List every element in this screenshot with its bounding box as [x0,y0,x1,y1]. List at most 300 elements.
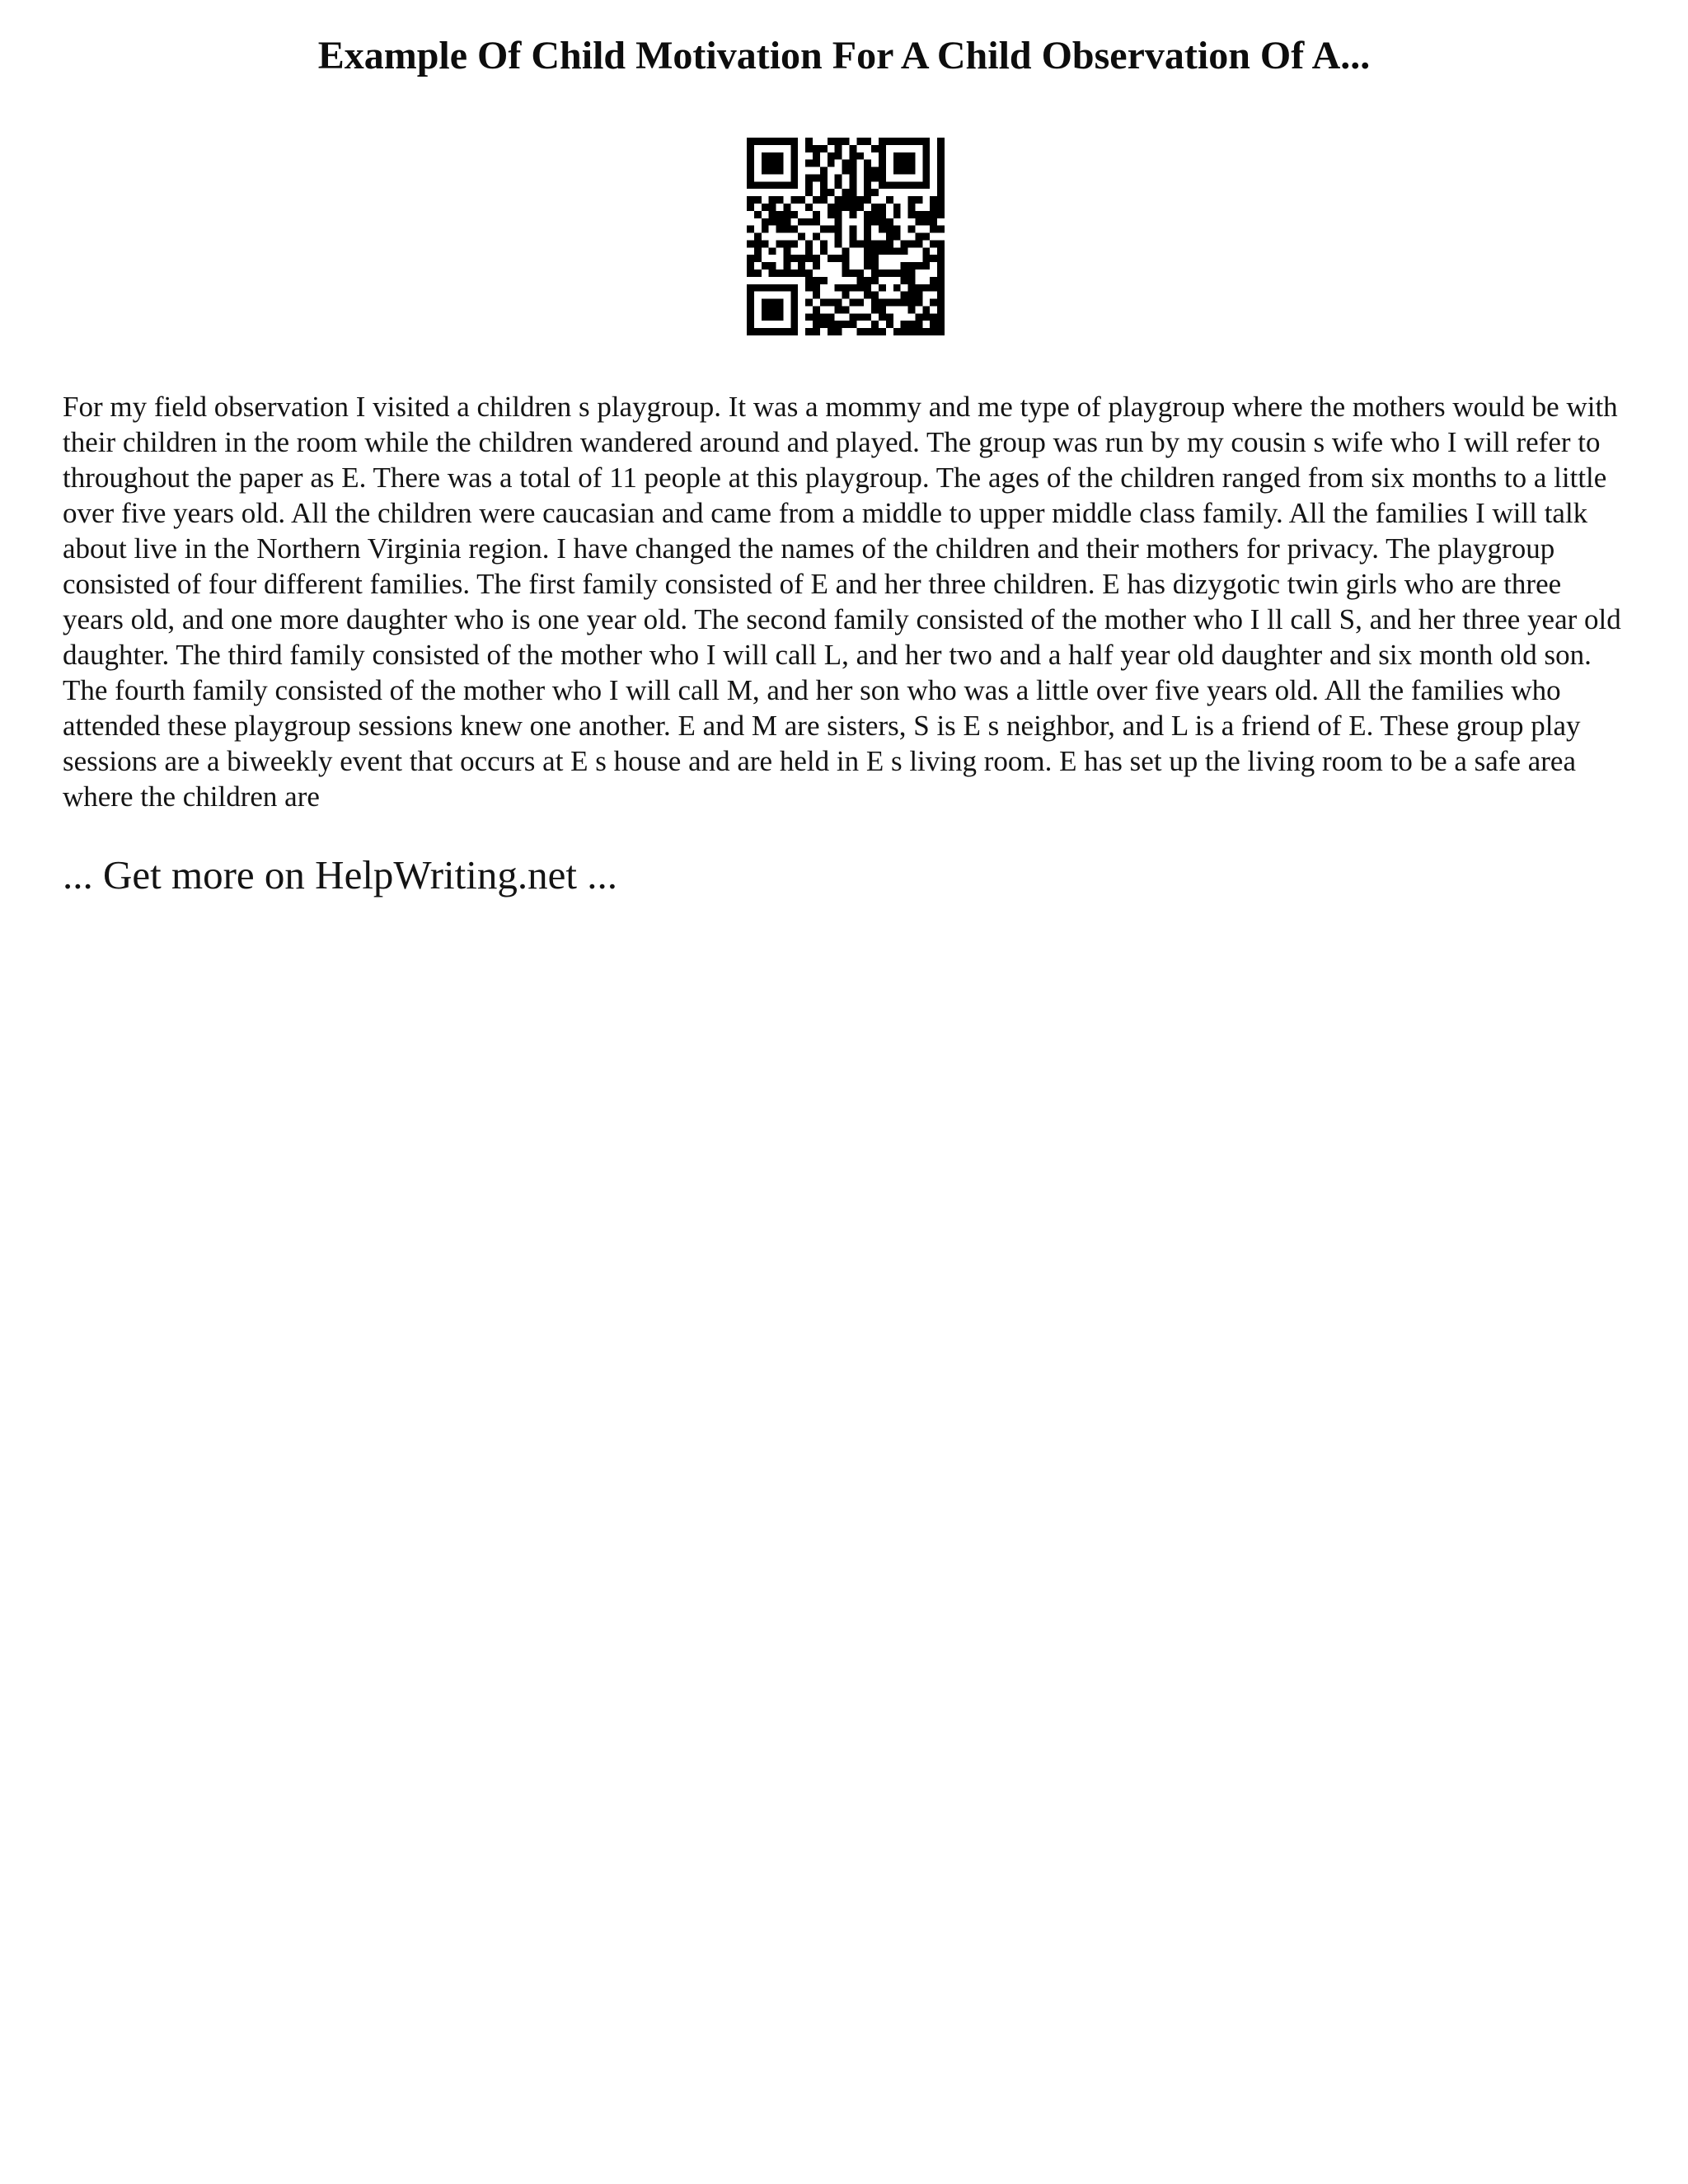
qr-module [790,167,798,175]
qr-module [901,240,908,247]
qr-module [849,321,856,328]
qr-module [805,160,813,167]
qr-module [762,152,769,160]
qr-module [937,160,945,167]
qr-module [879,204,886,211]
qr-module [864,262,871,269]
qr-module [849,181,856,189]
qr-module [901,277,908,284]
qr-module [813,313,820,321]
qr-module [930,284,937,292]
qr-module [937,313,945,321]
qr-module [805,174,813,181]
qr-module [879,167,886,175]
qr-module [842,167,850,175]
qr-module [856,299,864,307]
qr-module [820,240,828,247]
qr-module [813,321,820,328]
qr-module [871,277,879,284]
qr-module [820,145,828,152]
qr-module [783,204,790,211]
get-more-link[interactable]: ... Get more on HelpWriting.net ... [63,852,617,898]
qr-module [849,167,856,175]
qr-module [747,167,754,175]
qr-module [842,284,850,292]
qr-module [908,321,916,328]
qr-module [805,284,813,292]
qr-module [922,181,930,189]
qr-module [805,269,813,277]
qr-module [783,269,790,277]
qr-module [849,174,856,181]
qr-module [805,145,813,152]
qr-module [790,292,798,299]
qr-module [747,152,754,160]
qr-module [790,299,798,307]
qr-module [893,328,901,335]
qr-module [835,299,842,307]
qr-module [769,247,776,255]
qr-module [769,306,776,313]
qr-module [747,226,754,233]
qr-module [937,269,945,277]
qr-module [849,189,856,196]
qr-module [835,321,842,328]
qr-module [901,138,908,145]
qr-module [828,204,835,211]
qr-module [915,196,922,204]
qr-module [922,247,930,255]
qr-module [901,269,908,277]
qr-module [790,196,798,204]
qr-module [805,247,813,255]
qr-module [762,328,769,335]
qr-module [769,138,776,145]
qr-module [886,233,893,241]
qr-module [879,138,886,145]
qr-module [908,284,916,292]
qr-module [790,145,798,152]
qr-module [908,152,916,160]
qr-module [754,255,762,262]
qr-module [930,321,937,328]
qr-module [893,160,901,167]
qr-module [908,196,916,204]
qr-module [901,321,908,328]
qr-module [871,204,879,211]
qr-module [849,233,856,241]
qr-module [835,226,842,233]
qr-module [937,174,945,181]
qr-module [922,160,930,167]
qr-module [842,196,850,204]
qr-module [747,181,754,189]
qr-module [842,247,850,255]
qr-module [922,145,930,152]
qr-module [842,292,850,299]
qr-module [856,269,864,277]
qr-module [762,226,769,233]
qr-module [879,160,886,167]
qr-module [893,152,901,160]
qr-module [813,152,820,160]
qr-module [769,218,776,226]
qr-module [835,145,842,152]
qr-module [790,226,798,233]
qr-module [776,313,784,321]
qr-module [864,284,871,292]
qr-module [747,299,754,307]
qr-module [922,138,930,145]
qr-module [893,247,901,255]
qr-module [915,313,922,321]
qr-module [828,160,835,167]
qr-module [930,211,937,218]
qr-module [849,240,856,247]
qr-module [842,189,850,196]
qr-module [747,269,754,277]
qr-module [886,240,893,247]
qr-module [747,240,754,247]
qr-module [922,167,930,175]
qr-module [864,174,871,181]
qr-module [908,277,916,284]
qr-module [776,196,784,204]
qr-module [893,284,901,292]
qr-module [849,204,856,211]
qr-module [915,321,922,328]
qr-module [805,138,813,145]
qr-module [798,218,805,226]
qr-module [937,189,945,196]
qr-module [893,269,901,277]
qr-module [790,211,798,218]
qr-module [820,189,828,196]
qr-module [864,247,871,255]
qr-module [856,284,864,292]
qr-module [908,306,916,313]
qr-module [871,321,879,328]
qr-module [901,181,908,189]
qr-module [783,240,790,247]
qr-module [842,262,850,269]
qr-module [790,328,798,335]
qr-module [922,233,930,241]
qr-module [754,240,762,247]
qr-module [908,211,916,218]
qr-module [893,204,901,211]
qr-module [762,138,769,145]
qr-module [762,160,769,167]
qr-module [915,181,922,189]
qr-module [849,299,856,307]
qr-module [901,160,908,167]
qr-module [820,313,828,321]
qr-module [908,328,916,335]
qr-module [886,226,893,233]
qr-module [790,284,798,292]
qr-module [864,255,871,262]
qr-module [915,292,922,299]
qr-module [879,306,886,313]
qr-module [813,292,820,299]
qr-module [886,313,893,321]
qr-module [842,321,850,328]
qr-module [835,181,842,189]
qr-module [747,262,754,269]
qr-module [864,138,871,145]
qr-module [856,204,864,211]
qr-module [930,196,937,204]
qr-module [754,328,762,335]
qr-module [901,262,908,269]
qr-module [835,204,842,211]
qr-module [886,181,893,189]
qr-module [798,255,805,262]
qr-module [805,255,813,262]
qr-module [776,328,784,335]
qr-module [937,196,945,204]
qr-module [783,218,790,226]
qr-module [930,277,937,284]
qr-module [937,167,945,175]
qr-module [835,196,842,204]
qr-module [908,138,916,145]
qr-module [849,269,856,277]
qr-module [835,255,842,262]
qr-module [790,306,798,313]
qr-module [849,284,856,292]
qr-module [820,167,828,175]
qr-module [813,218,820,226]
qr-module [908,181,916,189]
qr-module [901,299,908,307]
document-title: Example Of Child Motivation For A Child Observation Of A... [317,34,1371,77]
qr-module [937,328,945,335]
qr-module [849,313,856,321]
qr-module [908,262,916,269]
qr-module [805,204,813,211]
qr-module [747,328,754,335]
qr-module [790,174,798,181]
qr-module [879,240,886,247]
qr-module [769,167,776,175]
qr-module [813,145,820,152]
qr-module [805,240,813,247]
qr-module [835,138,842,145]
qr-module [762,299,769,307]
qr-module [915,284,922,292]
qr-module [769,284,776,292]
qr-module [762,218,769,226]
qr-module [790,321,798,328]
qr-module [915,218,922,226]
qr-module [835,306,842,313]
qr-module [856,138,864,145]
qr-module [893,138,901,145]
qr-module [864,233,871,241]
qr-module [856,196,864,204]
qr-module [908,240,916,247]
qr-module [769,160,776,167]
qr-module [828,313,835,321]
qr-module [747,292,754,299]
qr-module [805,277,813,284]
qr-module [790,240,798,247]
qr-module [835,211,842,218]
qr-module [886,218,893,226]
qr-module [886,299,893,307]
qr-module [798,262,805,269]
qr-module [864,240,871,247]
qr-module [856,277,864,284]
qr-module [762,204,769,211]
qr-module [871,269,879,277]
qr-module [769,181,776,189]
qr-module [842,138,850,145]
qr-module [813,306,820,313]
qr-module [776,284,784,292]
qr-module [805,328,813,335]
qr-module [871,306,879,313]
qr-module [798,196,805,204]
qr-module [856,313,864,321]
qr-module [908,269,916,277]
qr-module [922,255,930,262]
qr-module [922,262,930,269]
qr-module [762,306,769,313]
qr-module [908,160,916,167]
qr-module [871,189,879,196]
qr-module [813,211,820,218]
qr-module [901,152,908,160]
qr-module [769,313,776,321]
qr-module [886,196,893,204]
qr-module [886,247,893,255]
qr-module [747,160,754,167]
qr-module [849,145,856,152]
qr-module [805,313,813,321]
qr-module [813,233,820,241]
qr-module [776,269,784,277]
qr-module [849,196,856,204]
qr-module [915,262,922,269]
qr-module [776,181,784,189]
qr-module [915,233,922,241]
qr-module [849,226,856,233]
qr-module [864,328,871,335]
qr-module [835,284,842,292]
qr-module [864,189,871,196]
qr-module [805,299,813,307]
qr-module [805,181,813,189]
qr-module [930,204,937,211]
qr-module [783,328,790,335]
qr-module [922,284,930,292]
qr-module [805,189,813,196]
qr-module [871,145,879,152]
qr-module [937,211,945,218]
qr-module [908,167,916,175]
qr-module [937,255,945,262]
qr-module [754,247,762,255]
qr-module [871,240,879,247]
qr-module [769,328,776,335]
qr-module [762,262,769,269]
qr-module [805,218,813,226]
qr-module [820,226,828,233]
qr-module [922,152,930,160]
qr-module [754,138,762,145]
qr-module [864,211,871,218]
qr-module [769,152,776,160]
qr-module [937,145,945,152]
qr-module [754,196,762,204]
qr-module [747,321,754,328]
qr-module [813,262,820,269]
qr-module [762,284,769,292]
qr-module [864,167,871,175]
qr-module [828,299,835,307]
qr-module [776,299,784,307]
qr-module [908,204,916,211]
qr-module [922,328,930,335]
qr-module [762,313,769,321]
qr-module [747,145,754,152]
qr-module [856,152,864,160]
qr-module [820,181,828,189]
qr-module [930,240,937,247]
qr-module [930,226,937,233]
qr-module [864,196,871,204]
qr-module [790,138,798,145]
qr-module [879,247,886,255]
qr-module [828,138,835,145]
qr-module [908,226,916,233]
qr-module [871,174,879,181]
qr-module [915,138,922,145]
qr-module [783,181,790,189]
qr-module [879,211,886,218]
document-body: For my field observation I visited a children s playgroup. It was a mommy and me type of playgroup where the mothers would be with their children in the room while the children wandered around and played. The group was run by my cousin s wife who I will refer to throughout the paper as E. There was a total of 11 people at this playgroup. The ages of the children ranged from six months to a little over five years old. All the children were caucasian and came from a middle to upper middle class family. All the families I will talk about live in the Northern Virginia region. I have changed the names of the children and their mothers for privacy. The playgroup consisted of four different families. The first family consisted of E and her three children. E has dizygotic twin girls who are three years old, and one more daughter who is one year old. The second family consisted of the mother who I ll call S, and her three year old daughter. The third family consisted of the mother who I will call L, and her two and a half year old daughter and six month old son. The fourth family consisted of the mother who I will call M, and her son who was a little over five years old. All the families who attended these playgroup sessions knew one another. E and M are sisters, S is E s neighbor, and L is a friend of E. These group play sessions are a biweekly event that occurs at E s house and are held in E s living room. E has set up the living room to be a safe area where the children are [63,391,1621,813]
qr-module [762,240,769,247]
qr-module [828,328,835,335]
qr-module [879,218,886,226]
qr-module [783,226,790,233]
qr-module [937,262,945,269]
qr-module [747,138,754,145]
qr-module [790,255,798,262]
qr-module [937,226,945,233]
qr-module [842,160,850,167]
qr-module [762,167,769,175]
qr-module [886,321,893,328]
qr-module [879,269,886,277]
qr-module [849,160,856,167]
qr-module [776,152,784,160]
qr-module [835,233,842,241]
qr-module [798,233,805,241]
qr-module [871,255,879,262]
qr-module [893,233,901,241]
qr-module [769,299,776,307]
qr-module [879,284,886,292]
qr-module [908,299,916,307]
qr-module [747,196,754,204]
qr-module [790,181,798,189]
qr-module [776,138,784,145]
qr-module [842,269,850,277]
